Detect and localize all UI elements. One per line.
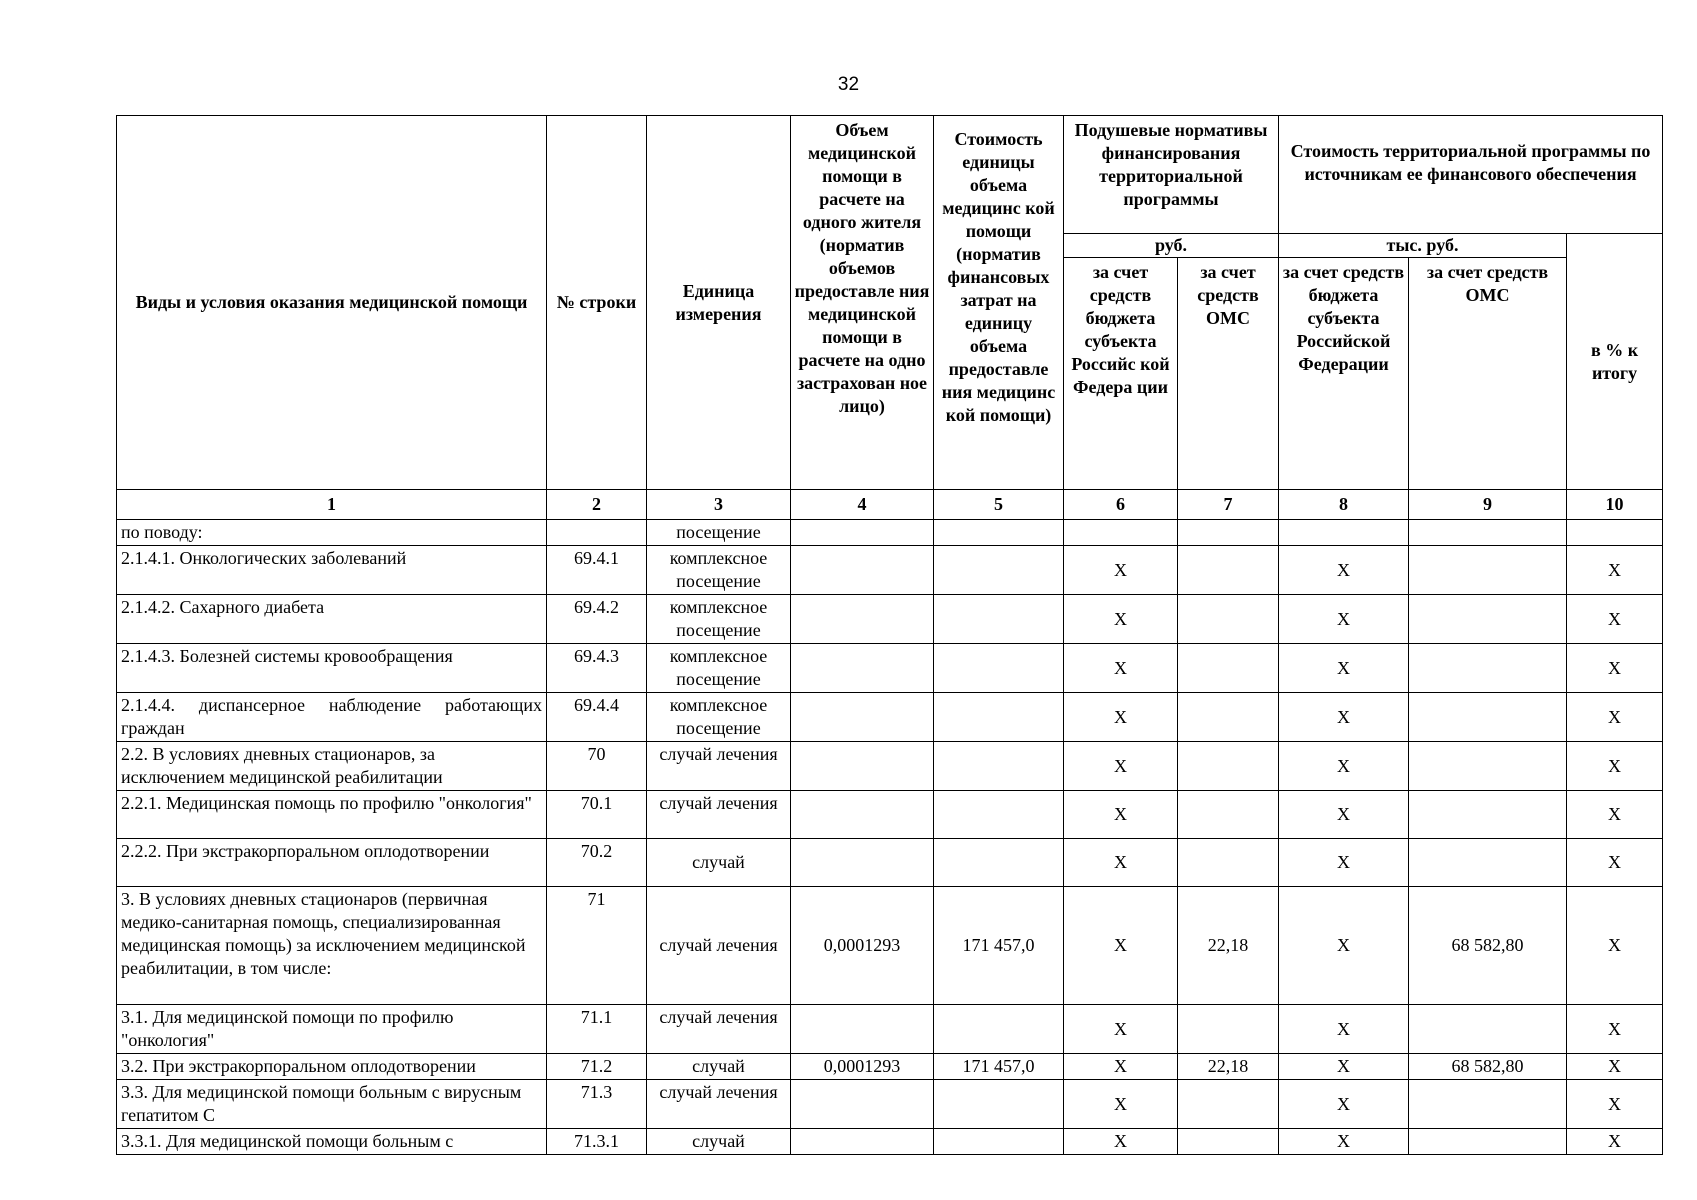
row-c9 (1409, 1005, 1567, 1054)
row-c10: X (1567, 644, 1663, 693)
row-c8: X (1279, 644, 1409, 693)
row-c10: X (1567, 791, 1663, 839)
row-c8: X (1279, 887, 1409, 1005)
row-c9 (1409, 839, 1567, 887)
row-name: 2.1.4.3. Болезней системы кровообращения (117, 644, 547, 693)
row-c10 (1567, 520, 1663, 546)
column-number: 9 (1409, 490, 1567, 520)
row-unit: случай лечения (647, 887, 791, 1005)
row-line-number: 69.4.2 (547, 595, 647, 644)
table-row (117, 1005, 1663, 1054)
row-c6: X (1064, 1129, 1178, 1155)
row-c5 (934, 546, 1064, 595)
row-c4: 0,0001293 (791, 887, 934, 1005)
row-c4 (791, 595, 934, 644)
row-unit: случай (647, 839, 791, 887)
row-line-number: 71.3.1 (547, 1129, 647, 1155)
row-name: 3. В условиях дневных стационаров (первичная медико-санитарная помощь, специализированная медицинская помощь) за исключением медицинской реабилитации, в том числе: (117, 887, 547, 1005)
row-name: 2.2.1. Медицинская помощь по профилю "онкология" (117, 791, 547, 839)
row-c5: 171 457,0 (934, 887, 1064, 1005)
row-unit: случай лечения (647, 1080, 791, 1129)
row-c6: X (1064, 1080, 1178, 1129)
row-c10: X (1567, 887, 1663, 1005)
column-numbers-row (117, 490, 1663, 520)
row-c10: X (1567, 693, 1663, 742)
row-line-number: 69.4.4 (547, 693, 647, 742)
row-c5: 171 457,0 (934, 1054, 1064, 1080)
header-col5: Стоимость единицы объема медицинс кой помощи (норматив финансовых затрат на единицу объема предоставле ния медицинс кой помощи) (934, 116, 1064, 490)
column-number: 3 (647, 490, 791, 520)
table-row (117, 520, 1663, 546)
row-c4 (791, 644, 934, 693)
table-row (117, 839, 1663, 887)
row-line-number: 69.4.3 (547, 644, 647, 693)
row-line-number: 71.1 (547, 1005, 647, 1054)
row-c9: 68 582,80 (1409, 1054, 1567, 1080)
row-name: по поводу: (117, 520, 547, 546)
row-c4 (791, 693, 934, 742)
table-row (117, 1080, 1663, 1129)
row-c8: X (1279, 839, 1409, 887)
row-c7 (1178, 520, 1279, 546)
row-line-number: 71.3 (547, 1080, 647, 1129)
row-c4 (791, 1080, 934, 1129)
header-col9: за счет средств ОМС (1409, 258, 1567, 490)
row-c8: X (1279, 546, 1409, 595)
row-c9 (1409, 1129, 1567, 1155)
row-c9 (1409, 546, 1567, 595)
header-col8: за счет средств бюджета субъекта Российской Федерации (1279, 258, 1409, 490)
row-c5 (934, 693, 1064, 742)
row-c8: X (1279, 791, 1409, 839)
header-group-per-capita: Подушевые нормативы финансирования территориальной программы (1064, 116, 1279, 234)
row-c9: 68 582,80 (1409, 887, 1567, 1005)
row-c7 (1178, 791, 1279, 839)
row-c6: X (1064, 742, 1178, 791)
row-c7 (1178, 1005, 1279, 1054)
row-c10: X (1567, 742, 1663, 791)
header-group-cost: Стоимость территориальной программы по источникам ее финансового обеспечения (1279, 116, 1663, 234)
row-unit: случай (647, 1054, 791, 1080)
medical-care-table (116, 115, 1663, 1155)
table-row (117, 1129, 1663, 1155)
row-c7 (1178, 1129, 1279, 1155)
row-c7 (1178, 546, 1279, 595)
column-number: 8 (1279, 490, 1409, 520)
table-row (117, 791, 1663, 839)
row-name: 2.1.4.4. диспансерное наблюдение работающих граждан (117, 693, 547, 742)
row-line-number: 70.2 (547, 839, 647, 887)
header-col10: в % к итогу (1567, 234, 1663, 490)
row-line-number: 70.1 (547, 791, 647, 839)
header-unit-rub: руб. (1064, 234, 1279, 258)
row-line-number: 70 (547, 742, 647, 791)
row-c8: X (1279, 1054, 1409, 1080)
row-c4 (791, 791, 934, 839)
row-unit: случай лечения (647, 791, 791, 839)
row-unit: посещение (647, 520, 791, 546)
table-row (117, 1054, 1663, 1080)
row-unit: случай (647, 1129, 791, 1155)
row-unit: случай лечения (647, 742, 791, 791)
row-c10: X (1567, 1005, 1663, 1054)
row-c10: X (1567, 839, 1663, 887)
header-col7: за счет средств ОМС (1178, 258, 1279, 490)
row-unit: комплексное посещение (647, 595, 791, 644)
row-c8: X (1279, 1080, 1409, 1129)
row-c8: X (1279, 1129, 1409, 1155)
row-c9 (1409, 693, 1567, 742)
row-c7: 22,18 (1178, 887, 1279, 1005)
row-c10: X (1567, 1054, 1663, 1080)
row-unit: комплексное посещение (647, 644, 791, 693)
row-c9 (1409, 644, 1567, 693)
row-c5 (934, 742, 1064, 791)
row-c6: X (1064, 644, 1178, 693)
column-number: 5 (934, 490, 1064, 520)
row-c4: 0,0001293 (791, 1054, 934, 1080)
row-c6: X (1064, 546, 1178, 595)
row-c4 (791, 546, 934, 595)
row-c6: X (1064, 1005, 1178, 1054)
row-c9 (1409, 1080, 1567, 1129)
row-c6: X (1064, 595, 1178, 644)
row-unit: комплексное посещение (647, 693, 791, 742)
row-c10: X (1567, 1129, 1663, 1155)
row-c8 (1279, 520, 1409, 546)
row-c9 (1409, 742, 1567, 791)
table-header (117, 116, 1663, 520)
header-unit-thousand-rub: тыс. руб. (1279, 234, 1567, 258)
row-c5 (934, 839, 1064, 887)
header-col3: Единица измерения (647, 116, 791, 490)
row-name: 3.2. При экстракорпоральном оплодотворении (117, 1054, 547, 1080)
row-name: 3.3.1. Для медицинской помощи больным с (117, 1129, 547, 1155)
row-c8: X (1279, 742, 1409, 791)
row-c6: X (1064, 693, 1178, 742)
row-c5 (934, 595, 1064, 644)
row-line-number (547, 520, 647, 546)
row-c4 (791, 1005, 934, 1054)
row-c5 (934, 1080, 1064, 1129)
row-name: 2.2. В условиях дневных стационаров, за исключением медицинской реабилитации (117, 742, 547, 791)
row-c10: X (1567, 595, 1663, 644)
row-c5 (934, 520, 1064, 546)
column-number: 2 (547, 490, 647, 520)
row-c4 (791, 742, 934, 791)
row-name: 2.1.4.2. Сахарного диабета (117, 595, 547, 644)
row-c7 (1178, 644, 1279, 693)
row-c7 (1178, 595, 1279, 644)
row-c8: X (1279, 595, 1409, 644)
page-number: 32 (837, 74, 860, 95)
row-line-number: 71.2 (547, 1054, 647, 1080)
row-c7 (1178, 839, 1279, 887)
row-c4 (791, 839, 934, 887)
table-row (117, 742, 1663, 791)
header-col1: Виды и условия оказания медицинской помощи (117, 116, 547, 490)
table-row (117, 887, 1663, 1005)
table-row (117, 595, 1663, 644)
row-line-number: 71 (547, 887, 647, 1005)
row-c4 (791, 1129, 934, 1155)
row-c7: 22,18 (1178, 1054, 1279, 1080)
table-row (117, 546, 1663, 595)
row-c4 (791, 520, 934, 546)
row-c8: X (1279, 1005, 1409, 1054)
table-row (117, 693, 1663, 742)
row-c6: X (1064, 887, 1178, 1005)
table-row (117, 644, 1663, 693)
header-col2: № строки (547, 116, 647, 490)
row-c5 (934, 1129, 1064, 1155)
row-c5 (934, 644, 1064, 693)
row-c5 (934, 791, 1064, 839)
row-name: 3.1. Для медицинской помощи по профилю "онкология" (117, 1005, 547, 1054)
row-name: 2.1.4.1. Онкологических заболеваний (117, 546, 547, 595)
row-c6: X (1064, 791, 1178, 839)
row-c9 (1409, 595, 1567, 644)
header-col6: за счет средств бюджета субъекта Российс кой Федера ции (1064, 258, 1178, 490)
row-unit: комплексное посещение (647, 546, 791, 595)
row-c7 (1178, 742, 1279, 791)
column-number: 10 (1567, 490, 1663, 520)
row-c9 (1409, 520, 1567, 546)
row-name: 3.3. Для медицинской помощи больным с вирусным гепатитом С (117, 1080, 547, 1129)
column-number: 6 (1064, 490, 1178, 520)
row-c6 (1064, 520, 1178, 546)
column-number: 1 (117, 490, 547, 520)
row-unit: случай лечения (647, 1005, 791, 1054)
row-c10: X (1567, 1080, 1663, 1129)
row-c6: X (1064, 1054, 1178, 1080)
row-name: 2.2.2. При экстракорпоральном оплодотворении (117, 839, 547, 887)
column-number: 4 (791, 490, 934, 520)
header-col4: Объем медицинской помощи в расчете на одного жителя (норматив объемов предоставле ния медицинской помощи в расчете на одно застрахован ное лицо) (791, 116, 934, 490)
table-body (117, 520, 1663, 1155)
row-c7 (1178, 693, 1279, 742)
row-line-number: 69.4.1 (547, 546, 647, 595)
row-c10: X (1567, 546, 1663, 595)
row-c5 (934, 1005, 1064, 1054)
row-c8: X (1279, 693, 1409, 742)
column-number: 7 (1178, 490, 1279, 520)
row-c7 (1178, 1080, 1279, 1129)
row-c6: X (1064, 839, 1178, 887)
row-c9 (1409, 791, 1567, 839)
